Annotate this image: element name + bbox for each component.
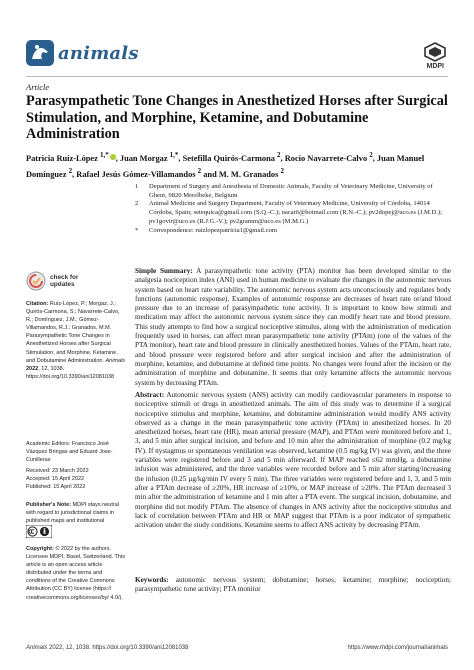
citation-year: 2022 [26, 365, 39, 372]
animals-logo-icon [26, 40, 54, 66]
affiliation-number: * [135, 226, 139, 234]
affiliations [135, 183, 451, 235]
author-affiliation-mark: 1,* [169, 151, 179, 159]
affiliation-item [135, 183, 451, 200]
affiliation-item [135, 200, 451, 226]
citation-text: Ruíz-López, P.; Morgaz, J.; Quirós-Carmona, S.; Navarrete-Calvo, R.; Domínguez, J.M.; Gómez-Villamandos, R.J.; Granados, M.M. Parasympathetic Tone Changes in Anesthetized Horses after Surgical Stimulation, and Morphine, Ketamine, and Dobutamine Administration. [26, 301, 120, 364]
correspondence-text[interactable]: Correspondence: ruizlopezpatricia1@gmail.com [149, 226, 278, 234]
publisher-note-label: Publisher's Note: [26, 502, 72, 508]
published-date: Published: 15 April 2022 [26, 484, 86, 491]
author-affiliation-mark: 1,* [99, 151, 109, 159]
author-affiliation-mark: 2 [68, 167, 73, 176]
author-name[interactable]: , Rocío Navarrete-Calvo [280, 153, 370, 163]
publication-dates [26, 467, 126, 491]
author-name[interactable]: , Juan Manuel Domínguez [26, 153, 425, 180]
accepted-date: Accepted: 15 April 2022 [26, 476, 85, 483]
header-divider [26, 76, 448, 77]
copyright-label: Copyright: [26, 546, 54, 552]
author-name[interactable]: , Setefilla Quirós-Carmona [178, 153, 278, 163]
affiliation-text: Department of Surgery and Anesthesia of Domestic Animals, Faculty of Veterinary Medicine, University of Ghent, 9820 Merelbeke, Belgium [149, 183, 433, 199]
citation-block [26, 300, 126, 381]
author-affiliation-mark: 2 [369, 151, 373, 159]
simple-summary-text: A parasympathetic tone activity (PTA) monitor has been developed similar to the analgesia nociception index (ANI) used in human medicine to evaluate the changes in the autonomic nervous system based on heart rate variability. The autonomic nervous system acts unconsciously and regulates body functions (autonomic response). Examples of autonomic response are decreases of heart rate or/and blood pressure due to an increase of parasympathetic tone activity. It is important to know how stimuli and medication may affect the autonomic nervous system since they can modify heart rate and blood pressure. This study attempts to find how a surgical nociceptive stimulus, along with the administration of medication frequently used in horses, can affect mean parasympathetic tone activity (PTAm) (one of the values of the PTA monitor), heart rate and blood pressure in clinically anesthetized horses. Values of the PTAm, heart rate, and blood pressure were registered before and after surgical incision and after the administration of morphine, ketamine, and dobutamine at defined time points. No changes were found after the incision or the administration of morphine and dobutamine. It seems that only ketamine affects the autonomic nervous system by decreasing PTAm. [135, 267, 451, 387]
abstract [135, 391, 451, 530]
affiliation-item [135, 227, 451, 236]
publisher-note-text: MDPI stays neutral with regard to jurisdictional claims in published maps and institutional [26, 502, 120, 525]
affiliation-text: Animal Medicine and Surgery Department, Faculty of Veterinary Medicine, University of Córdoba, 14014 Córdoba, Spain; setequica@gmail.com (S.Q.-C.); nacar6@hotmail.com (R.N.-C.); pv2dopej@uco.es (J.M.D.); pv1govir@uco.es (R.J.G.-V.); pv2gramm@uco.es (M.M.G.) [149, 200, 442, 225]
academic-editors: Academic Editors: Francisco José Vázquez Bringas and Eduard Jose-Cunilleras [26, 441, 113, 464]
author-affiliation-mark: 2 [197, 167, 202, 176]
author-name[interactable]: , Rafael Jesús Gómez-Villamandos [72, 170, 198, 180]
author-list [26, 149, 451, 182]
check-updates-label: check for updates [50, 273, 79, 288]
abstract-label: Abstract: [135, 391, 165, 399]
citation-journal: Animals [105, 357, 126, 364]
abstract-text: Autonomic nervous system (ANS) activity can modify cardiovascular parameters in response to nociceptive stimuli or drugs in anesthetized animals. The aim of this study was to determine if a surgical nociceptive stimulus and morphine, ketamine, and dobutamine administration would modify ANS activity observed as a change in the mean parasympathetic tone activity (PTAm) in anesthetized horses. In 20 anesthetized horses, heart rate (HR), mean arterial pressure (MAP), and PTAm were monitored before and 1, 3, and 5 min after surgical incision, and before and 10 min after the administration of morphine (0.2 mg/kg IV). If nystagmus or spontaneous ventilation was observed, ketamine (0.5 mg/kg IV) was given, and the three variables were registered before and 3 and 5 min afterward. If MAP reached ≤62 mmHg, a dobutamine infusion was administered, and the three variables were recorded before and 5 min after starting/increasing the infusion (0.25 µg/kg/min IV every 5 min). The three variables were registered before and 1, 3, and 5 min after a PTAm decrease of ≥20%, HR increase of ≥10%, or MAP increase of ≥20%. The PTAm decreased 3 min after the administration of ketamine and 1 min after a PTA event. The surgical incision, dobutamine, and morphine did not modify PTAm. The absence of changes in ANS activity after the nociceptive stimulus and lack of correlation between PTAm and HR or MAP suggest that PTAm is a poor indicator of sympathetic activation under the study conditions. Ketamine seems to affect ANS activity by decreasing PTAm. [135, 391, 451, 530]
mdpi-logo-icon[interactable] [424, 42, 446, 62]
page-footer [26, 645, 448, 651]
publisher-logo-text: MDPI [426, 63, 444, 70]
journal-name: animals [58, 42, 139, 64]
article-type: Article [26, 82, 50, 92]
keywords [135, 576, 451, 595]
paper-title: Parasympathetic Tone Changes in Anesthetized Horses after Surgical Stimulation, and Morphine, Ketamine, and Dobutamine Administration [26, 93, 448, 142]
copyright-text: © 2022 by the authors. Licensee MDPI, Basel, Switzerland. This article is an open access article distributed under the terms and conditions of the Creative Commons Attribution (CC BY) license (https:// creativecommons.org/licenses/by/ 4.0/). [26, 546, 125, 601]
keywords-label: Keywords: [135, 576, 169, 584]
journal-logo[interactable] [26, 40, 139, 66]
keywords-text: autonomic nervous system; dobutamine; horses; ketamine; morphine; nociception; parasympathetic tone activity; PTA monitor [135, 576, 451, 594]
citation-label: Citation: [26, 301, 49, 307]
check-for-updates-button[interactable] [26, 271, 78, 291]
simple-summary-label: Simple Summary: [135, 267, 193, 275]
received-date: Received: 23 March 2022 [26, 468, 89, 474]
affiliation-number: 1 [135, 183, 139, 190]
footer-journal-link[interactable]: https://www.mdpi.com/journal/animals [347, 645, 448, 651]
author-name[interactable]: and M. M. Granados [201, 170, 281, 180]
check-updates-icon [26, 271, 46, 291]
footer-citation: Animals 2022, 12, 1038. https://doi.org/10.3390/ani12081038 [26, 645, 189, 651]
citation-doi[interactable]: , 12, 1038. https://doi.org/10.3390/ani12081038 [26, 365, 115, 380]
simple-summary [135, 267, 451, 388]
author-name[interactable]: , Juan Morgaz [115, 153, 170, 163]
affiliation-number: 2 [135, 200, 139, 208]
copyright-notice [26, 545, 126, 602]
author-affiliation-mark: 2 [277, 151, 281, 159]
author-name[interactable]: Patricia Ruíz-López [26, 153, 100, 163]
cc-by-license-icon[interactable] [26, 525, 52, 538]
author-affiliation-mark: 2 [280, 167, 284, 176]
